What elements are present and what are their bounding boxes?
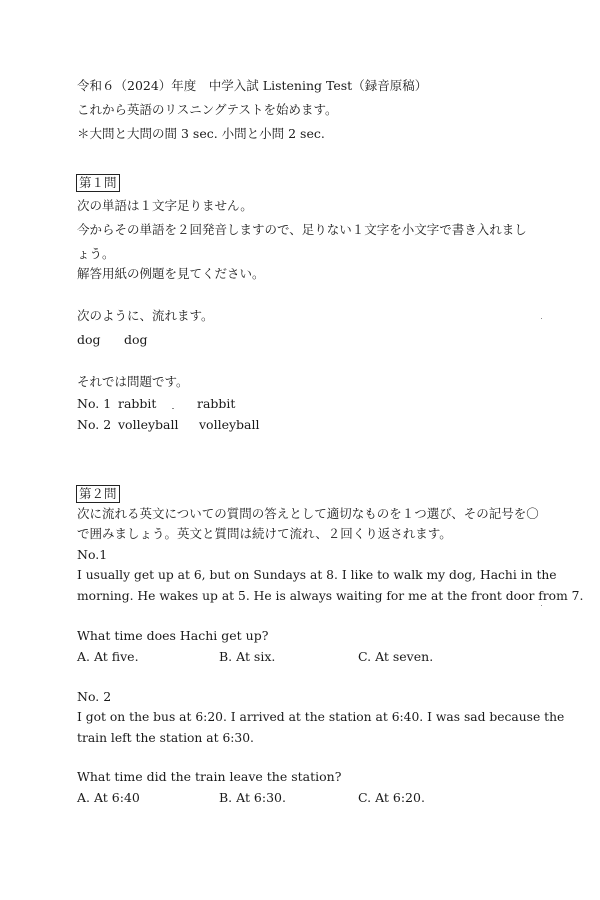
s2-q1-number: No.1: [77, 547, 108, 562]
scan-speck: [541, 318, 542, 319]
q2-word-1: volleyball: [118, 417, 179, 432]
section1-heading: 第１問: [76, 174, 120, 192]
scan-speck: [541, 605, 542, 606]
s2-q2-question: What time did the train leave the station?: [77, 769, 342, 784]
section1-instruction-2b: ょう。: [77, 246, 115, 261]
q2-word-2: volleyball: [199, 417, 260, 432]
q1-word-1: rabbit: [118, 396, 157, 411]
q1-word-2: rabbit: [197, 396, 236, 411]
s2-q2-choice-a: A. At 6:40: [77, 790, 140, 805]
section1-instruction-3: 解答用紙の例題を見てください。: [77, 266, 265, 281]
q1-number: No. 1: [77, 396, 112, 411]
section2-heading: 第２問: [76, 485, 120, 503]
document-title: 令和６（2024）年度 中学入試 Listening Test（録音原稿）: [77, 78, 428, 93]
scan-speck: [172, 408, 174, 409]
s2-q2-choice-b: B. At 6:30.: [219, 790, 286, 805]
section2-instruction-a: 次に流れる英文についての質問の答えとして適切なものを１つ選び、その記号を〇: [77, 506, 539, 521]
example-word-2: dog: [124, 332, 148, 347]
s2-q2-text-a: I got on the bus at 6:20. I arrived at the station at 6:40. I was sad because the: [77, 710, 565, 724]
s2-q1-text-b: morning. He wakes up at 5. He is always waiting for me at the front door from 7.: [77, 589, 584, 603]
s2-q1-question: What time does Hachi get up?: [77, 628, 269, 643]
s2-q1-text-a: I usually get up at 6, but on Sundays at 8. I like to walk my dog, Hachi in the: [77, 568, 557, 582]
section1-instruction-1: 次の単語は１文字足りません。: [77, 198, 253, 213]
example-word-1: dog: [77, 332, 101, 347]
q2-number: No. 2: [77, 417, 112, 432]
s2-q1-choice-c: C. At seven.: [358, 649, 434, 664]
section2-instruction-b: で囲みましょう。英文と質問は続けて流れ、２回くり返されます。: [77, 526, 452, 541]
questions-intro: それでは問題です。: [77, 374, 189, 389]
s2-q2-text-b: train left the station at 6:30.: [77, 731, 254, 745]
timing-note: ＊大問と大問の間 3 sec. 小問と小問 2 sec.: [77, 126, 325, 141]
section1-instruction-2a: 今からその単語を２回発音しますので、足りない１文字を小文字で書き入れまし: [77, 222, 527, 237]
s2-q1-choice-a: A. At five.: [77, 649, 139, 664]
s2-q2-number: No. 2: [77, 689, 112, 704]
intro-text: これから英語のリスニングテストを始めます。: [77, 102, 338, 117]
s2-q2-choice-c: C. At 6:20.: [358, 790, 425, 805]
s2-q1-choice-b: B. At six.: [219, 649, 276, 664]
example-intro: 次のように、流れます。: [77, 308, 214, 323]
